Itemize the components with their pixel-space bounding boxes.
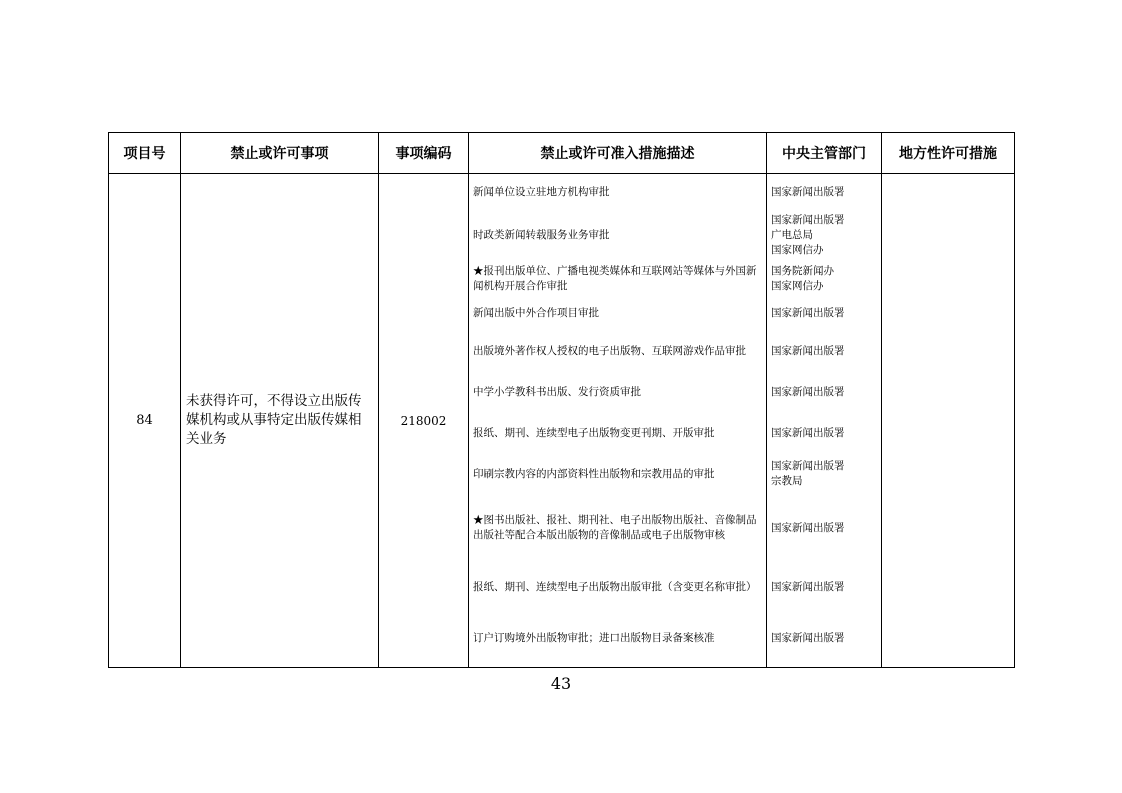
measure-departments — [767, 210, 881, 260]
measure-departments — [767, 492, 881, 564]
page-number: 43 — [550, 674, 572, 693]
department-name: 国家新闻出版署 — [771, 426, 845, 439]
measure-departments — [767, 610, 881, 667]
header-local: 地方性许可措施 — [882, 133, 1015, 174]
department-name: 国家新闻出版署 — [771, 460, 845, 472]
department-name: 国家新闻出版署 — [771, 344, 845, 357]
header-department: 中央主管部门 — [767, 133, 882, 174]
measure-departments — [767, 298, 881, 328]
measure-departments — [767, 174, 881, 210]
header-row — [109, 133, 1015, 174]
table-row — [109, 174, 1015, 668]
item-name: 未获得许可，不得设立出版传媒机构或从事特定出版传媒相关业务 — [181, 174, 379, 668]
item-number: 84 — [109, 174, 181, 668]
department-name: 国家新闻出版署 — [771, 385, 845, 398]
department-name: 国务院新闻办 — [771, 265, 834, 277]
permit-table — [108, 132, 1015, 668]
header-code: 事项编码 — [379, 133, 469, 174]
department-name: 国家新闻出版署 — [771, 632, 845, 644]
measure-description: 新闻单位设立驻地方机构审批 — [473, 185, 610, 198]
department-name: 国家网信办 — [771, 280, 824, 292]
header-item-no: 项目号 — [109, 133, 181, 174]
measure-departments — [767, 410, 881, 456]
measure-description: ★图书出版社、报社、期刊社、电子出版物出版社、音像制品出版社等配合本版出版物的音像制品或电子出版物审核 — [473, 514, 757, 541]
measure-description: 报纸、期刊、连续型电子出版物变更刊期、开版审批 — [473, 426, 715, 439]
department-name: 宗教局 — [771, 475, 803, 487]
department-name: 国家新闻出版署 — [771, 580, 845, 593]
local-measures-cell — [882, 174, 1015, 668]
measures-description-cell — [469, 174, 767, 668]
department-name: 国家新闻出版署 — [771, 521, 845, 534]
measure-description: 时政类新闻转载服务业务审批 — [473, 228, 610, 241]
measure-departments — [767, 374, 881, 410]
department-name: 国家新闻出版署 — [771, 306, 845, 319]
measure-description: 出版境外著作权人授权的电子出版物、互联网游戏作品审批 — [473, 344, 746, 357]
item-code: 218002 — [379, 174, 469, 668]
department-name: 国家网信办 — [771, 243, 824, 256]
measure-departments — [767, 260, 881, 298]
measure-departments — [767, 564, 881, 610]
measures-description-list — [469, 174, 766, 667]
measure-description: 印刷宗教内容的内部资料性出版物和宗教用品的审批 — [473, 467, 715, 480]
header-item: 禁止或许可事项 — [181, 133, 379, 174]
measure-departments — [767, 328, 881, 374]
departments-list — [767, 174, 881, 667]
department-name: 国家新闻出版署 — [771, 185, 845, 198]
header-description: 禁止或许可准入措施描述 — [469, 133, 767, 174]
measure-description: 报纸、期刊、连续型电子出版物出版审批（含变更名称审批） — [473, 580, 757, 593]
measure-description: 新闻出版中外合作项目审批 — [473, 306, 599, 319]
measure-description: ★报刊出版单位、广播电视类媒体和互联网站等媒体与外国新闻机构开展合作审批 — [473, 265, 757, 292]
department-name: 广电总局 — [771, 228, 813, 241]
department-name: 国家新闻出版署 — [771, 213, 845, 226]
measure-description: 订户订购境外出版物审批；进口出版物目录备案核准 — [473, 632, 715, 644]
departments-cell — [767, 174, 882, 668]
measure-description: 中学小学教科书出版、发行资质审批 — [473, 385, 641, 398]
measure-departments — [767, 456, 881, 492]
